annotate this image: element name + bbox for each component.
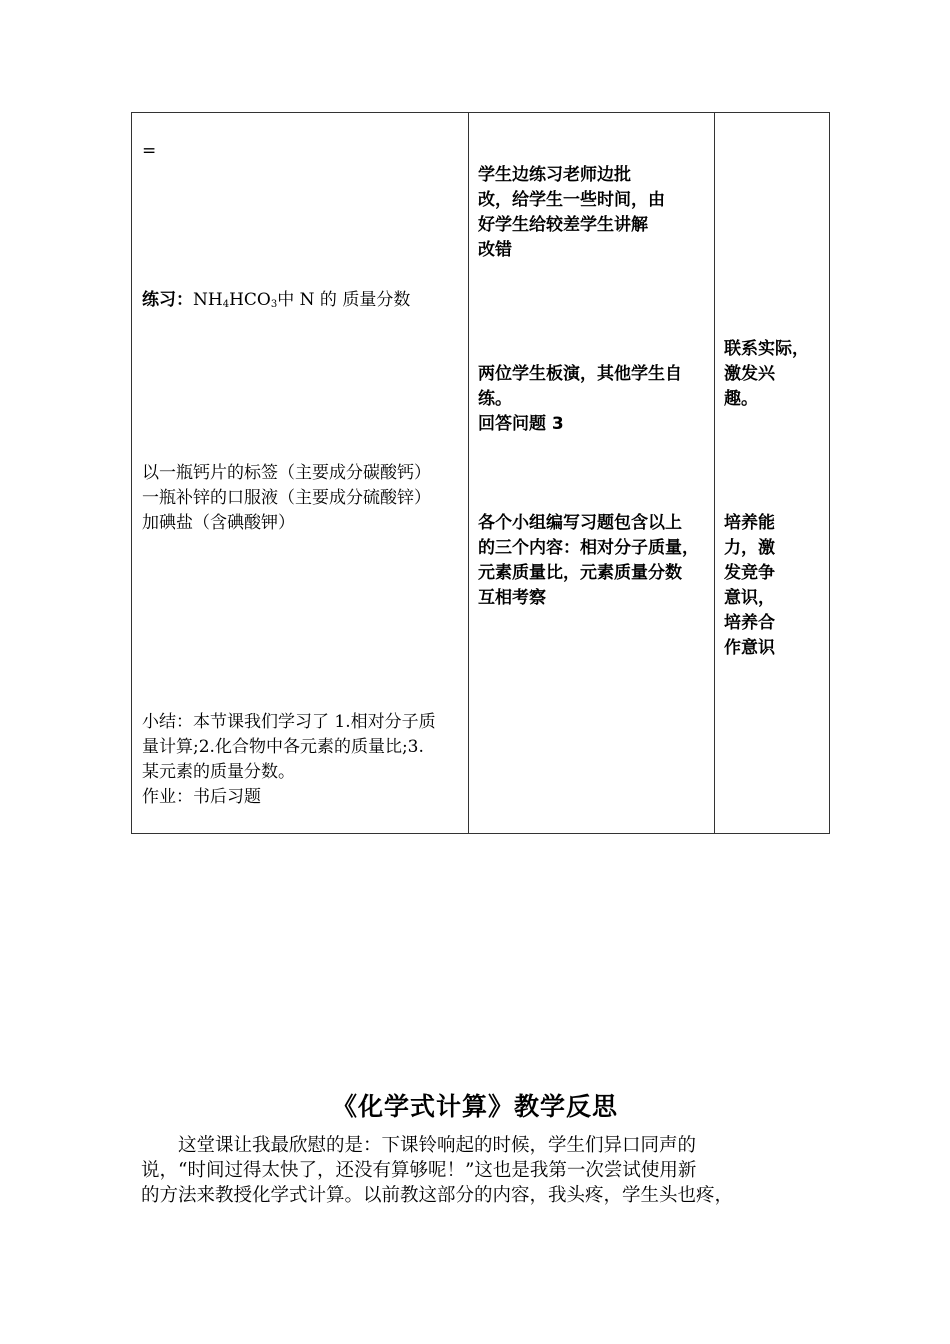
- purpose-block-1: [724, 337, 809, 412]
- reflection-title: 《化学式计算》教学反思: [331, 1092, 618, 1121]
- activity-line: 练。: [478, 389, 512, 409]
- activity-line: 改，给学生一些时间，由: [478, 190, 665, 210]
- purpose-line: 培养能: [724, 513, 775, 533]
- summary-line: 量计算;2.化合物中各元素的质量比;3.: [142, 737, 424, 757]
- purpose-line: 发竞争: [724, 563, 775, 583]
- activity-line: 各个小组编写习题包含以上: [478, 513, 682, 533]
- purpose-line: 力，激: [724, 538, 775, 558]
- labels-block: [142, 461, 431, 536]
- reflection-line: 的方法来教授化学式计算。以前教这部分的内容，我头疼，学生头也疼，: [141, 1185, 734, 1206]
- exercise-formula-sub2: 3: [270, 299, 278, 310]
- purpose-line: 激发兴: [724, 364, 775, 384]
- exercise-formula-mid: HCO: [229, 290, 271, 310]
- labels-line: 以一瓶钙片的标签（主要成分碳酸钙）: [142, 463, 431, 483]
- reflection-line: 这堂课让我最欣慰的是：下课铃响起的时候，学生们异口同声的: [141, 1135, 697, 1156]
- activity-line: 学生边练习老师边批: [478, 165, 631, 185]
- summary-line: 某元素的质量分数。: [142, 762, 295, 782]
- exercise-label: 练习：: [142, 290, 193, 310]
- activity-line: 两位学生板演，其他学生自: [478, 364, 682, 384]
- summary-line: 小结：本节课我们学习了 1.相对分子质: [142, 712, 436, 732]
- activity-line: 元素质量比，元素质量分数: [478, 563, 682, 583]
- activity-line: 回答问题 3: [478, 414, 564, 434]
- exercise-formula-pre: NH: [193, 290, 223, 310]
- exercise-line: [142, 288, 410, 313]
- activity-block-2: [478, 362, 682, 437]
- labels-line: 加碘盐（含碘酸钾）: [142, 513, 295, 533]
- purpose-line: 意识，: [724, 588, 775, 608]
- summary-block: [142, 710, 436, 810]
- labels-line: 一瓶补锌的口服液（主要成分硫酸锌）: [142, 488, 431, 508]
- exercise-formula-post: 中 N 的 质量分数: [277, 290, 411, 310]
- summary-line: 作业：书后习题: [142, 787, 261, 807]
- activity-line: 改错: [478, 240, 512, 260]
- activity-line: 的三个内容：相对分子质量，: [478, 538, 699, 558]
- purpose-block-2: [724, 511, 775, 661]
- purpose-line: 作意识: [724, 638, 775, 658]
- reflection-paragraph: [141, 1133, 833, 1208]
- purpose-line: 培养合: [724, 613, 775, 633]
- activity-block-1: [478, 163, 665, 263]
- activity-line: 好学生给较差学生讲解: [478, 215, 648, 235]
- reflection-line: 说，“时间过得太快了，还没有算够呢！”这也是我第一次尝试使用新: [141, 1160, 697, 1181]
- activity-block-3: [478, 511, 699, 611]
- activity-line: 互相考察: [478, 588, 546, 608]
- column-divider: [714, 113, 715, 833]
- exercise-formula-sub1: 4: [222, 299, 230, 310]
- equals-sign: =: [142, 141, 157, 161]
- purpose-line: 趣。: [724, 389, 758, 409]
- lesson-plan-table: [131, 112, 830, 834]
- column-divider: [468, 113, 469, 833]
- purpose-line: 联系实际，: [724, 339, 809, 359]
